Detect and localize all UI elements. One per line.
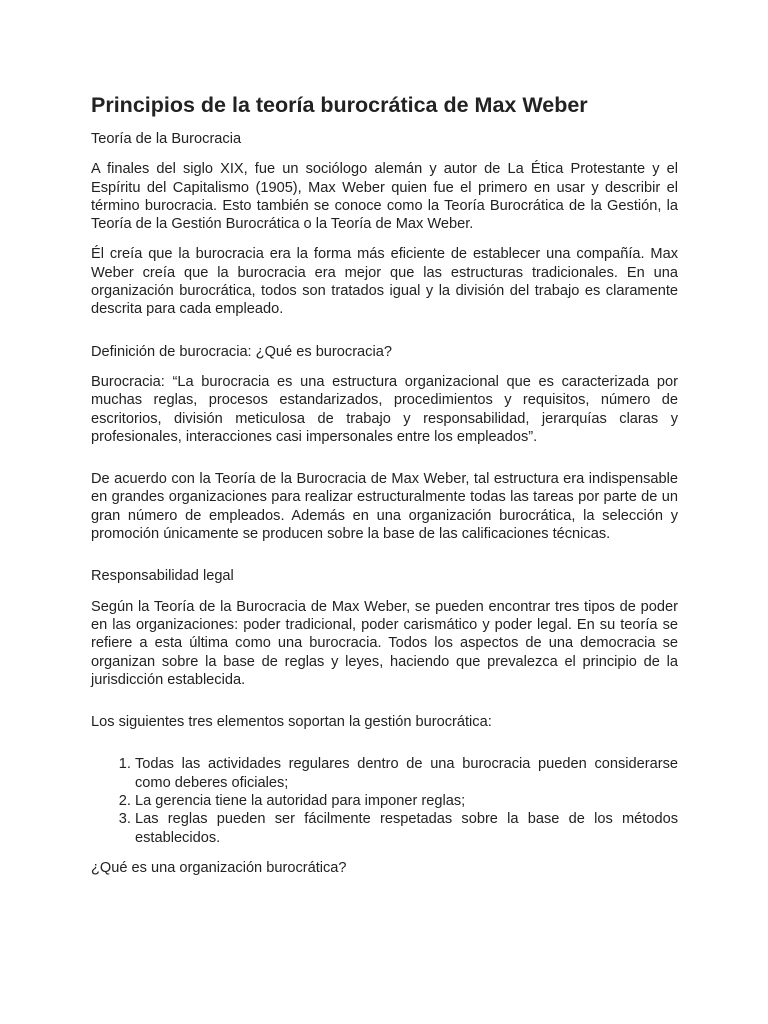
section-heading-teoria: Teoría de la Burocracia xyxy=(91,131,242,147)
section-heading-responsabilidad: Responsabilidad legal xyxy=(91,568,234,585)
paragraph-power-types: Según la Teoría de la Burocracia de Max Weber, se pueden encontrar tres tipos de poder en las organizaciones: poder tradicional, poder carismático y poder legal. En su teoría se refiere a esta última como una burocracia. Todos los aspectos de una democracia se organizan sobre la base de reglas y leyes, haciendo que prevalezca el principio de la jurisdicción establecida. xyxy=(91,598,678,688)
document-title: Principios de la teoría burocrática de Max Weber xyxy=(91,93,588,117)
section-heading-definicion: Definición de burocracia: ¿Qué es burocracia? xyxy=(91,343,392,360)
list-item: 3. Las reglas pueden ser fácilmente respetadas sobre la base de los métodos establecidos. xyxy=(135,810,678,847)
list-item: 2. La gerencia tiene la autoridad para imponer reglas; xyxy=(135,792,678,810)
paragraph-intro: A finales del siglo XIX, fue un sociólogo alemán y autor de La Ética Protestante y el Espíritu del Capitalismo (1905), Max Weber quien fue el primero en usar y describir el término burocracia. Esto también se conoce como la Teoría Burocrática de la Gestión, la Teoría de la Gestión Burocrática o la Teoría de Max Weber. xyxy=(91,161,678,233)
section-heading-organizacion: ¿Qué es una organización burocrática? xyxy=(91,859,347,876)
paragraph-definition: Burocracia: “La burocracia es una estructura organizacional que es caracterizada por muchas reglas, procesos estandarizados, procedimientos y requisitos, número de escritorios, división meticulosa de trabajo y responsabilidad, jerarquías claras y profesionales, interacciones casi impersonales entre los empleados”. xyxy=(91,373,678,445)
list-item: 1. Todas las actividades regulares dentro de una burocracia pueden considerarse como deberes oficiales; xyxy=(135,755,678,792)
paragraph-weber-belief: Él creía que la burocracia era la forma más eficiente de establecer una compañía. Max Weber creía que la burocracia era mejor que las estructuras tradicionales. En una organización burocrática, todos son tratados igual y la división del trabajo es claramente descrita para cada empleado. xyxy=(91,246,678,318)
elements-list xyxy=(91,755,678,846)
paragraph-elements-intro: Los siguientes tres elementos soportan la gestión burocrática: xyxy=(91,714,492,731)
paragraph-structure: De acuerdo con la Teoría de la Burocracia de Max Weber, tal estructura era indispensable en grandes organizaciones para realizar estructuralmente todas las tareas por parte de un gran número de empleados. Además en una organización burocrática, la selección y promoción únicamente se producen sobre la base de las calificaciones técnicas. xyxy=(91,471,678,543)
